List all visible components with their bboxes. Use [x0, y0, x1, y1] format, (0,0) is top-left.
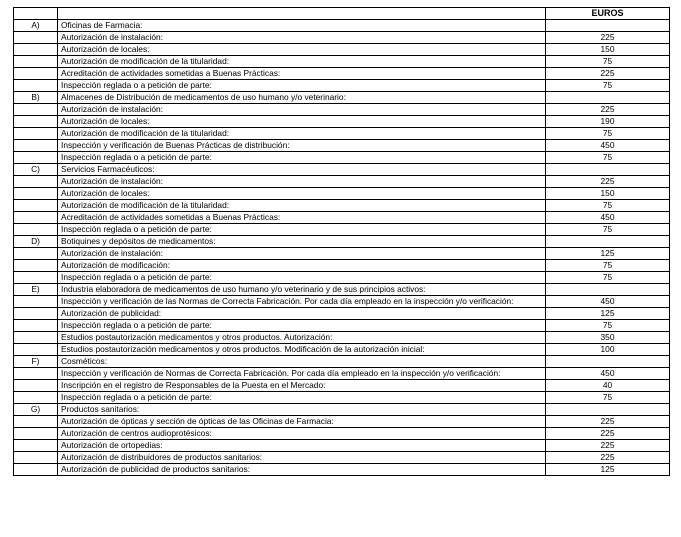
fee-row: [14, 296, 670, 308]
fee-letter-empty: [14, 416, 58, 428]
fee-amount: 450: [546, 368, 670, 380]
section-letter: C): [14, 164, 58, 176]
fee-row: [14, 380, 670, 392]
section-amount-empty: [546, 236, 670, 248]
fee-amount: 125: [546, 464, 670, 476]
fee-row: [14, 80, 670, 92]
header-letter-cell: [14, 8, 58, 20]
fee-row: [14, 320, 670, 332]
fee-amount: 225: [546, 32, 670, 44]
section-title: Cosméticos:: [58, 356, 546, 368]
fee-amount: 75: [546, 152, 670, 164]
fee-amount: 75: [546, 392, 670, 404]
fee-letter-empty: [14, 428, 58, 440]
fee-amount: 75: [546, 56, 670, 68]
fee-amount: 100: [546, 344, 670, 356]
fee-letter-empty: [14, 272, 58, 284]
fee-row: [14, 260, 670, 272]
fee-letter-empty: [14, 248, 58, 260]
fee-label: Inspección reglada o a petición de parte:: [58, 392, 546, 404]
section-letter: F): [14, 356, 58, 368]
fee-letter-empty: [14, 296, 58, 308]
fee-letter-empty: [14, 56, 58, 68]
currency-header: EUROS: [546, 8, 670, 20]
section-title: Oficinas de Farmacia:: [58, 20, 546, 32]
fee-amount: 225: [546, 104, 670, 116]
fee-label: Autorización de modificación de la titularidad:: [58, 200, 546, 212]
fee-amount: 150: [546, 188, 670, 200]
fee-letter-empty: [14, 116, 58, 128]
fee-row: [14, 416, 670, 428]
fee-amount: 75: [546, 320, 670, 332]
fees-table: [13, 7, 670, 476]
section-title: Productos sanitarios:: [58, 404, 546, 416]
fee-letter-empty: [14, 320, 58, 332]
fee-row: [14, 428, 670, 440]
fee-row: [14, 128, 670, 140]
fee-row: [14, 392, 670, 404]
fee-row: [14, 140, 670, 152]
fee-letter-empty: [14, 464, 58, 476]
fee-letter-empty: [14, 128, 58, 140]
fee-label: Autorización de centros audioprotésicos:: [58, 428, 546, 440]
section-row: [14, 284, 670, 296]
fee-label: Inspección y verificación de las Normas de Correcta Fabricación. Por cada día empleado en la inspección y/o verificación:: [58, 296, 546, 308]
section-title: Almacenes de Distribución de medicamentos de uso humano y/o veterinario:: [58, 92, 546, 104]
fee-row: [14, 224, 670, 236]
fee-amount: 225: [546, 428, 670, 440]
section-row: [14, 20, 670, 32]
fee-label: Inspección y verificación de Normas de Correcta Fabricación. Por cada día empleado en la inspección y/o verificación:: [58, 368, 546, 380]
fee-row: [14, 332, 670, 344]
fee-letter-empty: [14, 44, 58, 56]
section-row: [14, 164, 670, 176]
fee-label: Estudios postautorización medicamentos y otros productos. Autorización:: [58, 332, 546, 344]
fee-letter-empty: [14, 200, 58, 212]
fee-amount: 225: [546, 452, 670, 464]
section-amount-empty: [546, 404, 670, 416]
fee-row: [14, 200, 670, 212]
fee-letter-empty: [14, 332, 58, 344]
fee-amount: 75: [546, 128, 670, 140]
fee-label: Inscripción en el registro de Responsables de la Puesta en el Mercado:: [58, 380, 546, 392]
fee-amount: 75: [546, 80, 670, 92]
section-row: [14, 92, 670, 104]
fee-letter-empty: [14, 344, 58, 356]
fee-row: [14, 152, 670, 164]
section-amount-empty: [546, 356, 670, 368]
fee-label: Autorización de ópticas y sección de ópticas de las Oficinas de Farmacia:: [58, 416, 546, 428]
fee-amount: 150: [546, 44, 670, 56]
fee-letter-empty: [14, 452, 58, 464]
fee-label: Estudios postautorización medicamentos y otros productos. Modificación de la autorización inicial:: [58, 344, 546, 356]
fee-row: [14, 68, 670, 80]
section-amount-empty: [546, 20, 670, 32]
fee-label: Autorización de modificación de la titularidad:: [58, 128, 546, 140]
section-letter: B): [14, 92, 58, 104]
fee-amount: 75: [546, 200, 670, 212]
section-letter: G): [14, 404, 58, 416]
fee-amount: 225: [546, 440, 670, 452]
fee-letter-empty: [14, 176, 58, 188]
fees-table-body: [14, 8, 670, 476]
section-title: Servicios Farmacéuticos:: [58, 164, 546, 176]
header-desc-cell: [58, 8, 546, 20]
fee-row: [14, 440, 670, 452]
fee-label: Autorización de locales:: [58, 44, 546, 56]
fee-label: Autorización de instalación:: [58, 32, 546, 44]
fee-letter-empty: [14, 224, 58, 236]
section-row: [14, 356, 670, 368]
fee-letter-empty: [14, 188, 58, 200]
section-title: Industria elaboradora de medicamentos de uso humano y/o veterinario y de sus principios activos:: [58, 284, 546, 296]
fee-amount: 450: [546, 140, 670, 152]
fee-letter-empty: [14, 212, 58, 224]
fee-row: [14, 44, 670, 56]
fee-row: [14, 248, 670, 260]
fee-amount: 225: [546, 176, 670, 188]
fee-label: Autorización de locales:: [58, 116, 546, 128]
section-letter: E): [14, 284, 58, 296]
fee-amount: 225: [546, 68, 670, 80]
fee-letter-empty: [14, 392, 58, 404]
fee-amount: 75: [546, 224, 670, 236]
fee-amount: 350: [546, 332, 670, 344]
fee-row: [14, 368, 670, 380]
fee-row: [14, 344, 670, 356]
fee-label: Inspección reglada o a petición de parte:: [58, 320, 546, 332]
fee-label: Autorización de modificación de la titularidad:: [58, 56, 546, 68]
fee-row: [14, 452, 670, 464]
section-amount-empty: [546, 284, 670, 296]
fee-label: Inspección reglada o a petición de parte:: [58, 80, 546, 92]
fee-label: Autorización de ortopedias:: [58, 440, 546, 452]
fee-label: Inspección reglada o a petición de parte:: [58, 272, 546, 284]
section-title: Botiquines y depósitos de medicamentos:: [58, 236, 546, 248]
fee-letter-empty: [14, 80, 58, 92]
fee-row: [14, 56, 670, 68]
fee-amount: 450: [546, 212, 670, 224]
fee-label: Autorización de modificación:: [58, 260, 546, 272]
fee-amount: 40: [546, 380, 670, 392]
fee-letter-empty: [14, 140, 58, 152]
section-letter: D): [14, 236, 58, 248]
fee-letter-empty: [14, 260, 58, 272]
fee-row: [14, 176, 670, 188]
fee-label: Autorización de instalación:: [58, 104, 546, 116]
fee-label: Autorización de publicidad de productos sanitarios:: [58, 464, 546, 476]
section-amount-empty: [546, 164, 670, 176]
fee-label: Inspección y verificación de Buenas Prácticas de distribución:: [58, 140, 546, 152]
fee-row: [14, 308, 670, 320]
fee-row: [14, 188, 670, 200]
fee-letter-empty: [14, 368, 58, 380]
fee-label: Autorización de publicidad:: [58, 308, 546, 320]
fee-letter-empty: [14, 32, 58, 44]
section-row: [14, 236, 670, 248]
fee-amount: 190: [546, 116, 670, 128]
fee-letter-empty: [14, 380, 58, 392]
fee-row: [14, 464, 670, 476]
fee-label: Autorización de instalación:: [58, 176, 546, 188]
section-letter: A): [14, 20, 58, 32]
fee-row: [14, 212, 670, 224]
fee-amount: 125: [546, 248, 670, 260]
fee-row: [14, 272, 670, 284]
fee-label: Autorización de locales:: [58, 188, 546, 200]
fee-label: Autorización de instalación:: [58, 248, 546, 260]
fee-amount: 125: [546, 308, 670, 320]
fee-label: Acreditación de actividades sometidas a Buenas Prácticas:: [58, 212, 546, 224]
fee-row: [14, 32, 670, 44]
fee-amount: 450: [546, 296, 670, 308]
fee-amount: 75: [546, 272, 670, 284]
fee-row: [14, 104, 670, 116]
fee-label: Inspección reglada o a petición de parte:: [58, 152, 546, 164]
fee-letter-empty: [14, 68, 58, 80]
fee-amount: 225: [546, 416, 670, 428]
fee-amount: 75: [546, 260, 670, 272]
section-row: [14, 404, 670, 416]
fee-letter-empty: [14, 440, 58, 452]
fee-letter-empty: [14, 104, 58, 116]
fee-label: Autorización de distribuidores de productos sanitarios:: [58, 452, 546, 464]
fee-letter-empty: [14, 308, 58, 320]
fee-row: [14, 116, 670, 128]
header-row: [14, 8, 670, 20]
fee-letter-empty: [14, 152, 58, 164]
fee-label: Acreditación de actividades sometidas a Buenas Prácticas:: [58, 68, 546, 80]
section-amount-empty: [546, 92, 670, 104]
fee-label: Inspección reglada o a petición de parte:: [58, 224, 546, 236]
